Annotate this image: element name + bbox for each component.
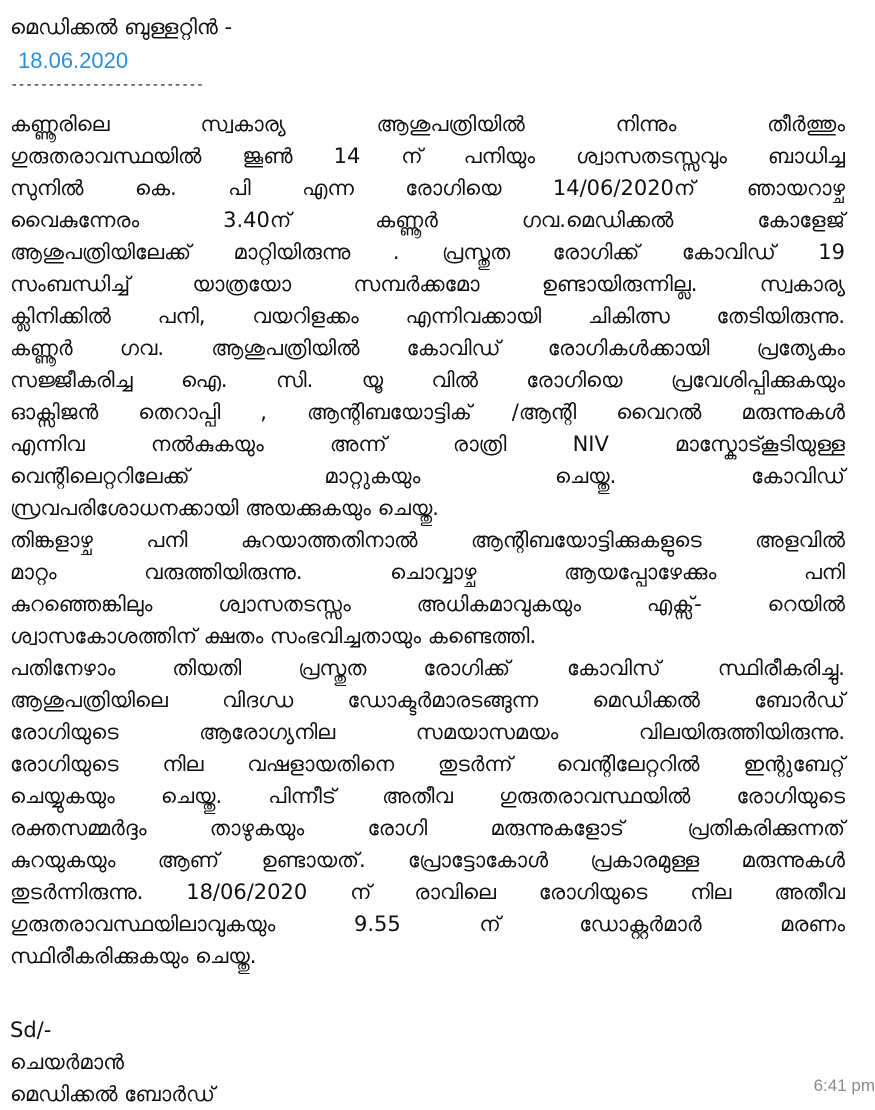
bulletin-date: 18.06.2020	[18, 48, 129, 73]
body-line: രോഗിയുടെ ആരോഗ്യനില സമയാസമയം വിലയിരുത്തിയിരുന്നു.	[10, 720, 845, 744]
body-line: സജ്ജീകരിച്ച ഐ. സി. യൂ വിൽ രോഗിയെ പ്രവേശിപ്പിക്കുകയും	[10, 368, 845, 392]
body-line: വൈകുന്നേരം 3.40ന് കണ്ണൂർ ഗവ.മെഡിക്കൽ കോളേജ്	[10, 208, 845, 232]
body-line: എന്നിവ നൽകുകയും അന്ന് രാത്രി NIV മാസ്കോട്കൂടിയുള്ള	[10, 432, 845, 456]
bulletin-body	[10, 108, 845, 972]
body-line: കണ്ണൂർ ഗവ. ആശുപത്രിയിൽ കോവിഡ് രോഗികൾക്കായി പ്രത്യേകം	[10, 336, 845, 360]
body-line: ചെയ്യുകയും ചെയ്തു. പിന്നീട് അതീവ ഗുരുതരാവസ്ഥയിൽ രോഗിയുടെ	[10, 784, 845, 808]
separator-line: --------------------------	[10, 77, 204, 93]
body-line: ഗുരുതരാവസ്ഥയിൽ ജൂൺ 14 ന് പനിയും ശ്വാസതടസ്സവും ബാധിച്ച	[10, 144, 845, 168]
bulletin-heading: മെഡിക്കൽ ബുള്ളറ്റിൻ -	[10, 15, 233, 39]
body-line: ഓക്സിജൻ തെറാപ്പി , ആന്റിബയോട്ടിക് /ആന്റി വൈറൽ മരുന്നുകൾ	[10, 400, 845, 424]
body-line: ശ്വാസകോശത്തിന് ക്ഷതം സംഭവിച്ചതായും കണ്ടെത്തി.	[10, 624, 537, 648]
message-timestamp: 6:41 pm	[813, 1076, 875, 1095]
body-line: കുറയുകയും ആണ് ഉണ്ടായത്. പ്രോട്ടോകോൾ പ്രകാരമുള്ള മരുന്നുകൾ	[10, 848, 845, 872]
body-line: തുടർന്നിരുന്നു. 18/06/2020 ന് രാവിലെ രോഗിയുടെ നില അതീവ	[10, 880, 845, 904]
body-line: സ്ഥിരീകരിക്കുകയും ചെയ്തു.	[10, 944, 257, 968]
body-line: സംബന്ധിച്ച് യാത്രയോ സമ്പർക്കമോ ഉണ്ടായിരുന്നില്ല. സ്വകാര്യ	[10, 272, 845, 296]
body-line: ക്ലിനിക്കിൽ പനി, വയറിളക്കം എന്നിവക്കായി ചികിത്സ തേടിയിരുന്നു.	[10, 304, 845, 328]
body-line: രക്തസമ്മർദ്ദം താഴുകയും രോഗി മരുന്നുകളോട് പ്രതികരിക്കുന്നത്	[10, 816, 845, 840]
body-line: കുറഞ്ഞെങ്കിലും ശ്വാസതടസ്സം അധികമാവുകയും എക്സ്- റെയിൽ	[10, 592, 845, 616]
signature-sd: Sd/-	[10, 1018, 52, 1042]
body-line: ആശുപത്രിയിലേക്ക് മാറ്റിയിരുന്നു . പ്രസ്തുത രോഗിക്ക് കോവിഡ് 19	[10, 240, 845, 264]
body-line: മാറ്റം വരുത്തിയിരുന്നു. ചൊവ്വാഴ്ച ആയപ്പോഴേക്കും പനി	[10, 560, 845, 584]
body-line: രോഗിയുടെ നില വഷളായതിനെ തുടർന്ന് വെന്റിലേറ്ററിൽ ഇന്റുബേറ്റ്	[10, 752, 845, 776]
signature-org: മെഡിക്കൽ ബോർഡ്	[10, 1082, 215, 1106]
body-line: ഗുരുതരാവസ്ഥയിലാവുകയും 9.55 ന് ഡോക്റ്റർമാർ മരണം	[10, 912, 845, 936]
body-line: സുനിൽ കെ. പി എന്ന രോഗിയെ 14/06/2020ന് ഞായറാഴ്ച	[10, 176, 845, 200]
body-line: തിങ്കളാഴ്ച പനി കുറയാത്തതിനാൽ ആന്റിബയോട്ടിക്കുകളുടെ അളവിൽ	[10, 528, 845, 552]
signature-role: ചെയർമാൻ	[10, 1050, 125, 1074]
body-line: വെന്റിലെറ്ററിലേക്ക് മാറ്റുകയും ചെയ്തു. കോവിഡ്	[10, 464, 845, 488]
signature-block	[10, 1014, 845, 1110]
body-line: ആശുപത്രിയിലെ വിദഗ്ധ ഡോക്ടർമാരടങ്ങുന്ന മെഡിക്കൽ ബോർഡ്	[10, 688, 845, 712]
body-line: പതിനേഴാം തിയതി പ്രസ്തുത രോഗിക്ക് കോവിസ് സ്ഥിരീകരിച്ചു.	[10, 656, 845, 680]
body-line: കണ്ണൂരിലെ സ്വകാര്യ ആശുപത്രിയിൽ നിന്നും തീർത്തും	[10, 112, 845, 136]
body-line: സ്രവപരിശോധനക്കായി അയക്കുകയും ചെയ്തു.	[10, 496, 439, 520]
